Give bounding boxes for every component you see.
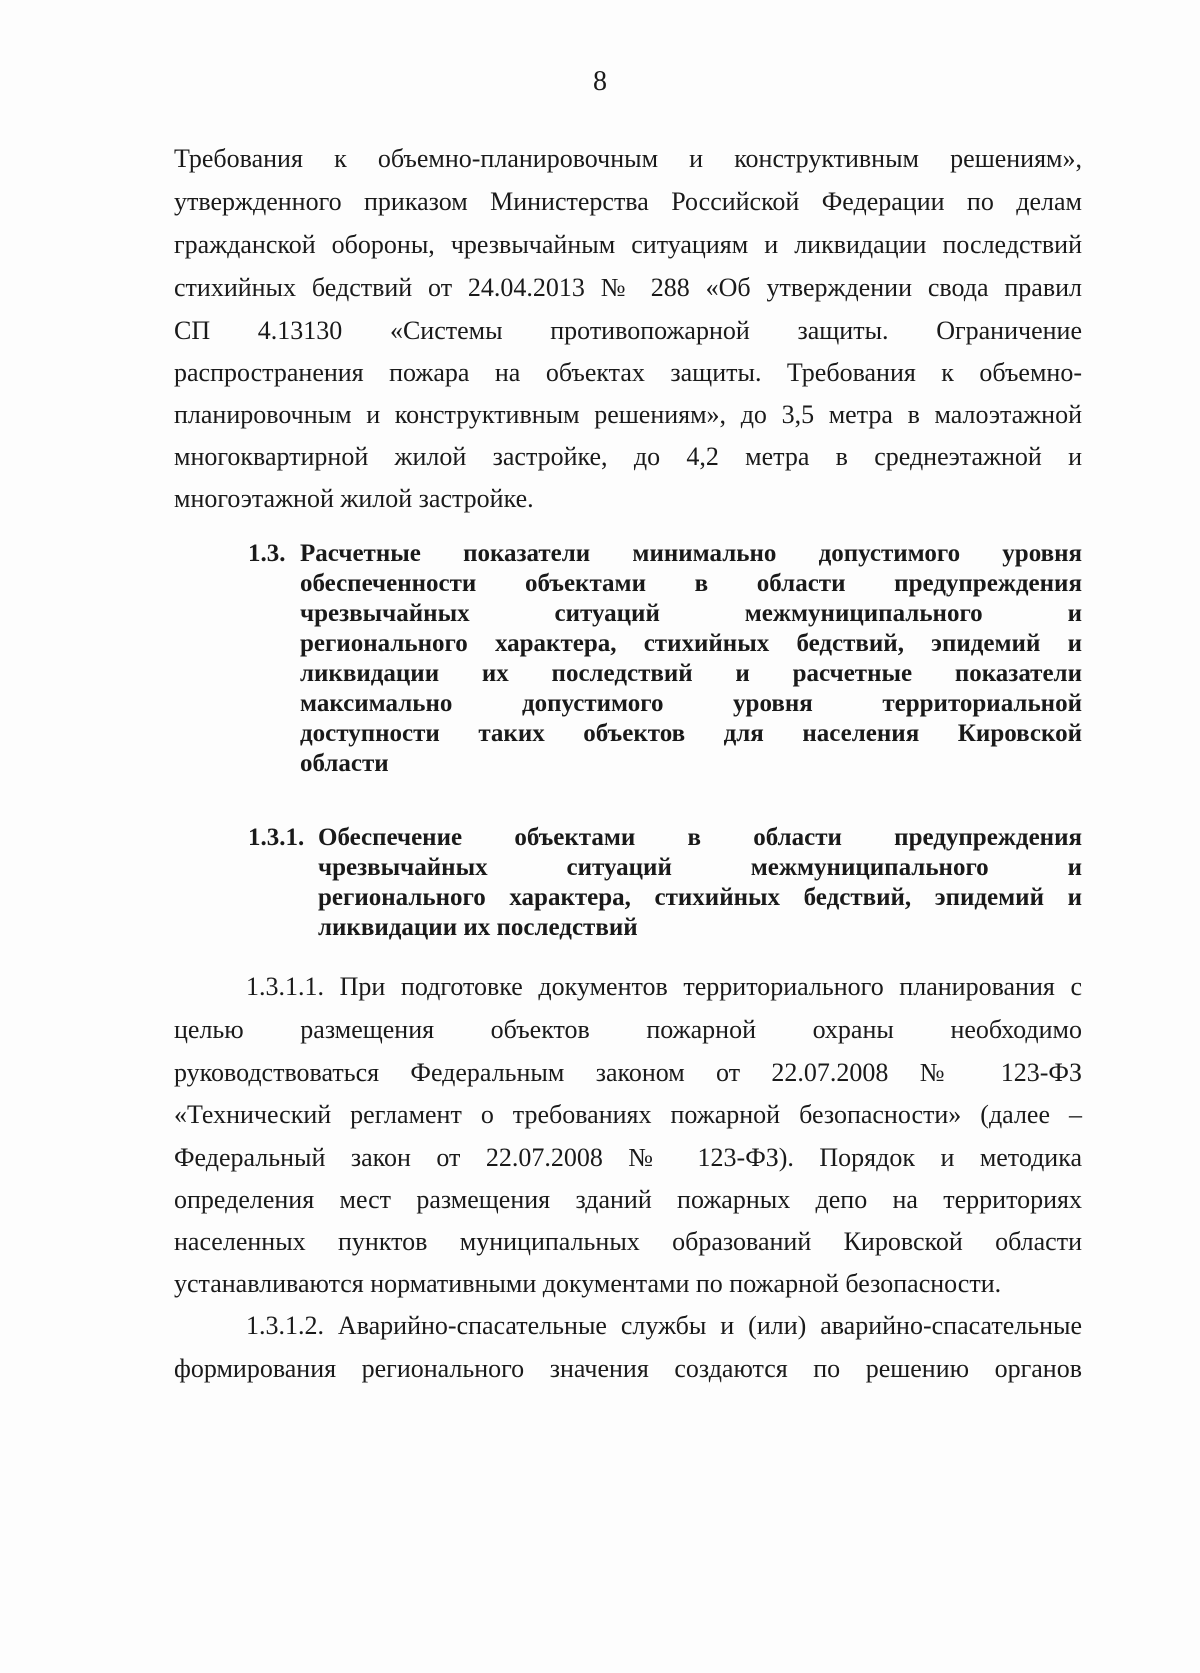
text-line: руководствоваться Федеральным законом от 22.07.2008 № 123-ФЗ	[174, 1058, 1082, 1087]
heading-line: регионального характера, стихийных бедствий, эпидемий и	[318, 884, 1082, 911]
text-line: «Технический регламент о требованиях пожарной безопасности» (далее –	[174, 1100, 1082, 1129]
text-line: 1.3.1.2. Аварийно-спасательные службы и (или) аварийно-спасательные	[246, 1311, 1082, 1340]
heading-line: ликвидации их последствий и расчетные показатели	[300, 660, 1082, 687]
heading-line: ликвидации их последствий	[318, 914, 638, 941]
section-number: 1.3.	[248, 540, 286, 567]
heading-line: области	[300, 750, 389, 777]
heading-line: обеспеченности объектами в области предупреждения	[300, 570, 1082, 597]
text-line: планировочным и конструктивным решениям», до 3,5 метра в малоэтажной	[174, 400, 1082, 429]
text-line: целью размещения объектов пожарной охраны необходимо	[174, 1015, 1082, 1044]
text-line: 1.3.1.1. При подготовке документов территориального планирования с	[246, 972, 1082, 1001]
text-line: устанавливаются нормативными документами по пожарной безопасности.	[174, 1269, 1002, 1298]
heading-line: Расчетные показатели минимально допустимого уровня	[300, 540, 1082, 567]
text-line: распространения пожара на объектах защиты. Требования к объемно-	[174, 358, 1082, 387]
text-line: населенных пунктов муниципальных образований Кировской области	[174, 1227, 1082, 1256]
heading-line: Обеспечение объектами в области предупреждения	[318, 824, 1082, 851]
text-line: утвержденного приказом Министерства Российской Федерации по делам	[174, 187, 1082, 216]
heading-line: регионального характера, стихийных бедствий, эпидемий и	[300, 630, 1082, 657]
page-number: 8	[593, 66, 607, 97]
text-line: Требования к объемно-планировочным и конструктивным решениям»,	[174, 144, 1082, 173]
heading-line: доступности таких объектов для населения Кировской	[300, 720, 1082, 747]
text-line: СП 4.13130 «Системы противопожарной защиты. Ограничение	[174, 316, 1082, 345]
text-line: стихийных бедствий от 24.04.2013 № 288 «Об утверждении свода правил	[174, 273, 1082, 302]
heading-line: чрезвычайных ситуаций межмуниципального и	[300, 600, 1082, 627]
heading-line: максимально допустимого уровня территориальной	[300, 690, 1082, 717]
text-line: определения мест размещения зданий пожарных депо на территориях	[174, 1185, 1082, 1214]
text-line: многоэтажной жилой застройке.	[174, 484, 534, 513]
section-number: 1.3.1.	[248, 824, 305, 851]
text-line: гражданской обороны, чрезвычайным ситуациям и ликвидации последствий	[174, 230, 1082, 259]
text-line: многоквартирной жилой застройке, до 4,2 метра в среднеэтажной и	[174, 442, 1082, 471]
text-line: Федеральный закон от 22.07.2008 № 123-ФЗ). Порядок и методика	[174, 1143, 1082, 1172]
heading-line: чрезвычайных ситуаций межмуниципального и	[318, 854, 1082, 881]
text-line: формирования регионального значения создаются по решению органов	[174, 1354, 1082, 1383]
